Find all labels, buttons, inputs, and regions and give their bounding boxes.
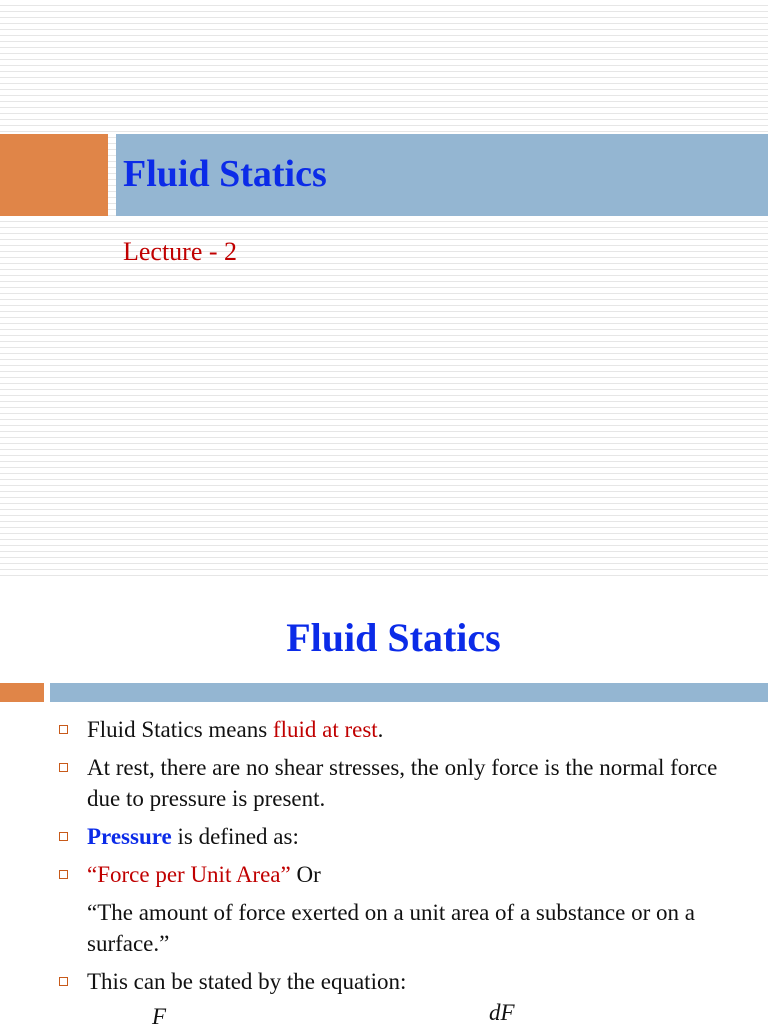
bullet-text: Or — [290, 862, 321, 887]
bullet-text: is defined as: — [171, 824, 299, 849]
bullet-item — [0, 752, 768, 814]
term-text: Pressure — [87, 824, 172, 849]
definition-text: “The amount of force exerted on a unit area of a substance or on a surface.” — [87, 900, 695, 956]
bullet-text: Fluid Statics means — [87, 717, 273, 742]
bullet-text: . — [377, 717, 384, 742]
bullet-item — [0, 966, 768, 997]
blue-divider-bar — [50, 683, 768, 702]
orange-accent-bar — [0, 134, 108, 216]
bullet-text: At rest, there are no shear stresses, the only force is the normal force due to pressure is present. — [87, 755, 718, 811]
equation-numerator-right: dF — [489, 1000, 515, 1024]
equation-numerator-left: F — [152, 1004, 167, 1024]
square-bullet-icon — [59, 977, 68, 986]
bullet-text: This can be stated by the equation: — [87, 969, 407, 994]
square-bullet-icon — [59, 725, 68, 734]
highlight-text: fluid at rest — [272, 717, 378, 742]
bullet-item — [0, 821, 768, 852]
square-bullet-icon — [59, 832, 68, 841]
slide-subtitle: Lecture - 2 — [123, 237, 238, 266]
square-bullet-icon — [59, 763, 68, 772]
bullet-item — [0, 859, 768, 890]
bullet-list — [0, 714, 768, 1004]
bullet-item — [0, 714, 768, 745]
orange-accent-bar — [0, 683, 44, 702]
content-slide — [0, 576, 768, 1024]
quote-text: “Force per Unit Area” — [87, 862, 291, 887]
content-slide-title: Fluid Statics — [286, 615, 501, 660]
slide-title: Fluid Statics — [123, 153, 327, 195]
square-bullet-icon — [59, 870, 68, 879]
